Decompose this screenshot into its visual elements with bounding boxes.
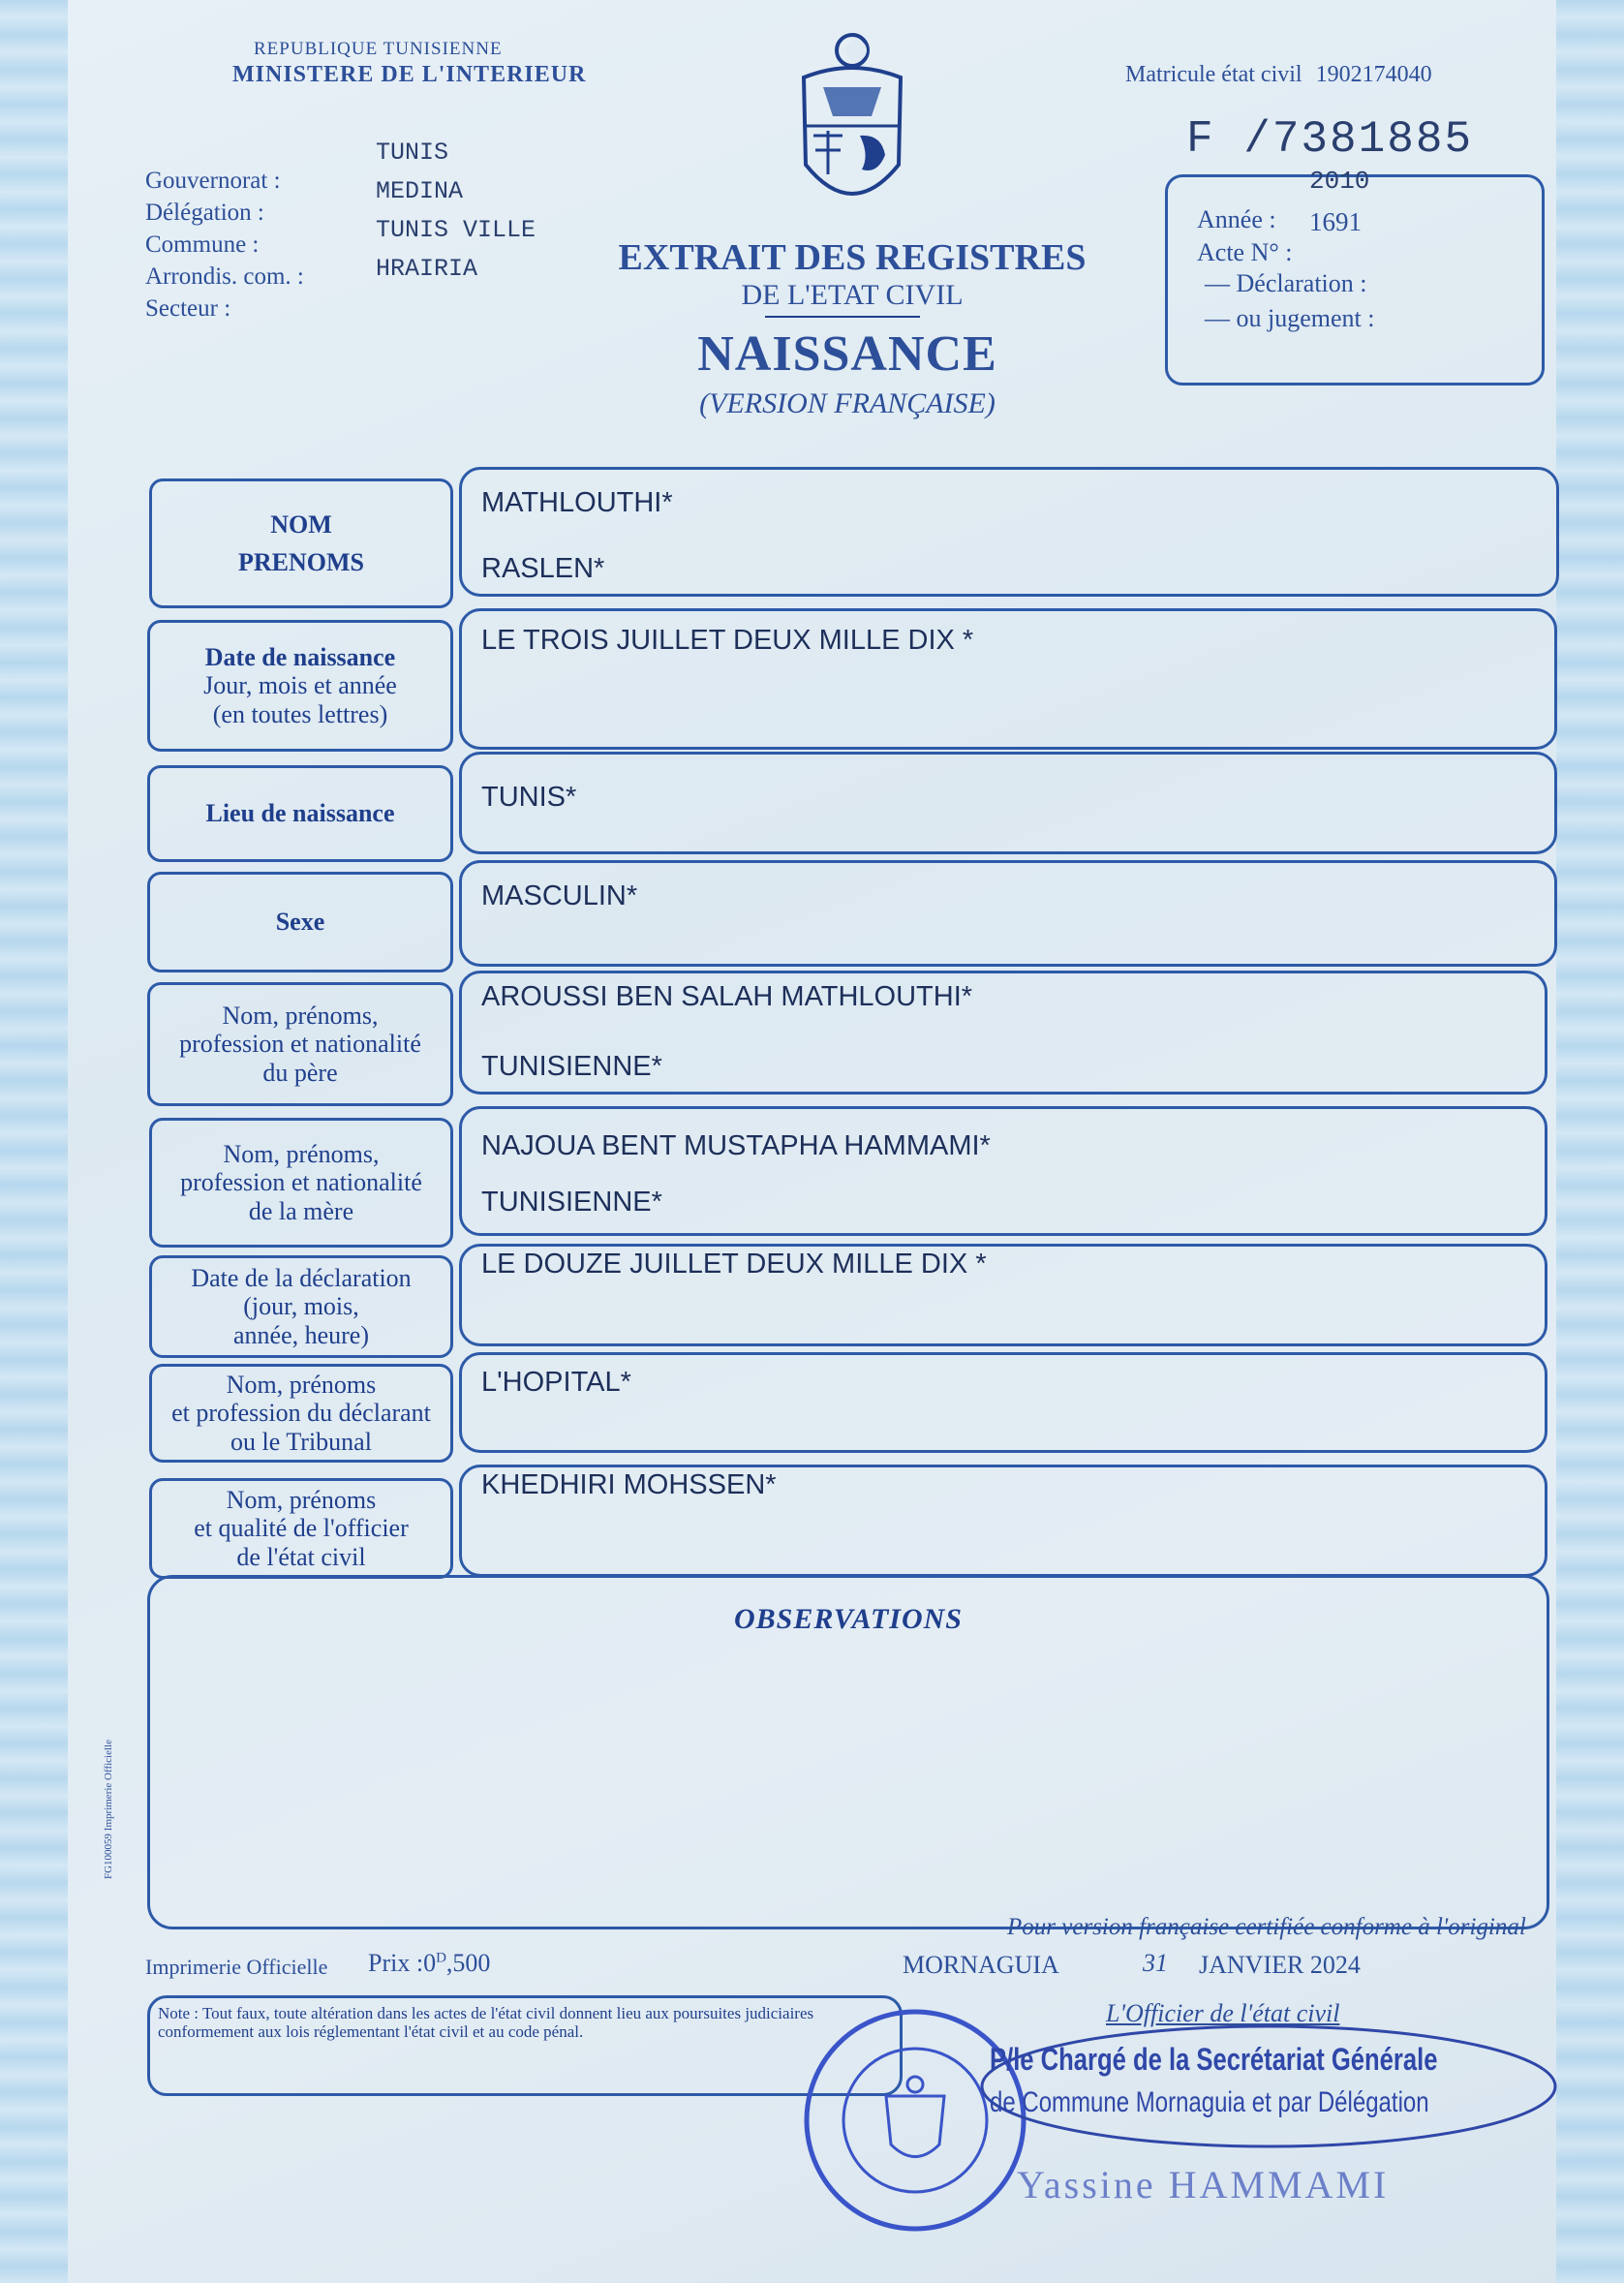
date-naissance-value: LE TROIS JUILLET DEUX MILLE DIX * (481, 625, 974, 656)
declaration-label: — Déclaration : (1205, 269, 1367, 297)
sexe-value: MASCULIN* (481, 880, 638, 911)
label-officier-line3: de l'état civil (236, 1542, 366, 1571)
gouvernorat-label: Gouvernorat : (145, 168, 281, 194)
label-date-naissance-title: Date de naissance (204, 643, 396, 672)
value-box-pere (459, 971, 1547, 1095)
label-mere-line2: profession et nationalité (180, 1168, 422, 1197)
issue-month-year: JANVIER 2024 (1199, 1951, 1361, 1979)
label-declarant (149, 1364, 453, 1463)
signature-line2: de Commune Mornaguia et par Délégation (990, 2086, 1429, 2118)
pere-nom-value: AROUSSI BEN SALAH MATHLOUTHI* (481, 981, 973, 1012)
matricule-value: 1902174040 (1315, 62, 1432, 87)
tunisia-emblem-icon (784, 29, 920, 223)
mere-nationalite-value: TUNISIENNE* (481, 1187, 662, 1218)
label-lieu-naissance (147, 765, 453, 862)
note-text: Note : Tout faux, toute altération dans les actes de l'état civil donnent lieu aux poursuites judiciaires conformement aux lois réglementant l'état civil et au code pénal. (158, 2004, 814, 2041)
imprimerie-label: Imprimerie Officielle (145, 1955, 328, 1979)
date-declaration-value: LE DOUZE JUILLET DEUX MILLE DIX * (481, 1249, 987, 1280)
observations-title: OBSERVATIONS (734, 1603, 963, 1635)
year-value: 2010 (1309, 167, 1370, 196)
value-box-date-declaration (459, 1244, 1547, 1346)
label-declarant-line2: et profession du déclarant (171, 1399, 431, 1428)
value-box-date-naissance (459, 608, 1557, 750)
value-box-officier (459, 1465, 1547, 1577)
signature-name: Yassine HAMMAMI (1017, 2163, 1390, 2206)
secteur-label: Secteur : (145, 295, 231, 322)
value-box-mere (459, 1106, 1547, 1236)
year-label: Année : (1197, 205, 1276, 233)
label-sexe-title: Sexe (275, 908, 325, 937)
commune-value: TUNIS VILLE (376, 216, 536, 244)
version-label: (VERSION FRANÇAISE) (699, 387, 996, 419)
title-divider (765, 316, 920, 318)
matricule-field (1125, 62, 1432, 88)
label-nom: NOM (270, 509, 332, 539)
act-number-value: 1691 (1309, 207, 1362, 236)
matricule-label: Matricule état civil (1125, 62, 1302, 87)
value-box-nom (459, 467, 1559, 597)
arrondissement-value: HRAIRIA (376, 255, 478, 283)
label-pere-line2: profession et nationalité (179, 1030, 421, 1059)
label-declarant-line1: Nom, prénoms (226, 1371, 377, 1400)
price-field (368, 1949, 490, 1978)
observations-box (147, 1575, 1549, 1929)
label-mere-line1: Nom, prénoms, (223, 1140, 380, 1169)
title-line2: DE L'ETAT CIVIL (741, 279, 964, 311)
label-pere-line3: du père (262, 1058, 338, 1087)
republic-label: REPUBLIQUE TUNISIENNE (254, 39, 503, 59)
label-lieu-naissance-title: Lieu de naissance (205, 799, 395, 828)
officier-value: KHEDHIRI MOHSSEN* (481, 1469, 777, 1500)
arrondissement-label: Arrondis. com. : (145, 263, 304, 290)
location-labels (145, 165, 304, 324)
pere-nationalite-value: TUNISIENNE* (481, 1051, 662, 1082)
label-officier-line1: Nom, prénoms (226, 1486, 377, 1515)
lieu-naissance-value: TUNIS* (481, 782, 577, 813)
label-date-naissance-line1: Jour, mois et année (203, 671, 397, 700)
label-date-declaration-line1: Date de la déclaration (191, 1264, 412, 1293)
label-pere (147, 982, 453, 1106)
mere-nom-value: NAJOUA BENT MUSTAPHA HAMMAMI* (481, 1130, 991, 1161)
label-sexe (147, 872, 453, 972)
left-border-pattern (0, 0, 68, 2283)
location-values (376, 134, 536, 289)
commune-label: Commune : (145, 231, 260, 258)
value-box-lieu (459, 752, 1557, 854)
certified-text: Pour version française certifiée conforme à l'original (1007, 1914, 1526, 1940)
label-pere-line1: Nom, prénoms, (222, 1002, 379, 1031)
label-officier (149, 1478, 453, 1579)
label-date-naissance-line2: (en toutes lettres) (212, 699, 388, 728)
prenom-value: RASLEN* (481, 553, 605, 584)
serial-number: F /7381885 (1186, 114, 1474, 165)
jugement-label: — ou jugement : (1205, 304, 1375, 332)
price-unit: D (436, 1950, 446, 1966)
title-line1: EXTRAIT DES REGISTRES (618, 237, 1087, 278)
label-date-declaration-line3: année, heure) (232, 1320, 370, 1349)
label-date-naissance (147, 620, 453, 752)
price-tail: ,500 (445, 1949, 491, 1977)
label-mere-line3: de la mère (248, 1196, 354, 1225)
label-mere (149, 1118, 453, 1248)
label-officier-line2: et qualité de l'officier (194, 1514, 409, 1543)
issue-city: MORNAGUIA (903, 1951, 1059, 1979)
note-box (147, 1995, 903, 2096)
gouvernorat-value: TUNIS (376, 139, 449, 167)
right-border-pattern (1556, 0, 1624, 2283)
issue-day: 31 (1143, 1949, 1168, 1977)
side-imprint: FG100059 Imprimerie Officielle (103, 1740, 114, 1879)
act-number-label: Acte N° : (1197, 238, 1293, 266)
label-nom-prenoms (149, 478, 453, 608)
delegation-value: MEDINA (376, 177, 464, 205)
ministry-label: MINISTERE DE L'INTERIEUR (232, 62, 587, 87)
value-box-sexe (459, 860, 1557, 967)
declarant-value: L'HOPITAL* (481, 1367, 631, 1398)
delegation-label: Délégation : (145, 200, 264, 226)
label-declarant-line3: ou le Tribunal (230, 1427, 372, 1456)
signature-line1: P/le Chargé de la Secrétariat Générale (990, 2042, 1438, 2077)
officer-title: L'Officier de l'état civil (1106, 1999, 1340, 2027)
price-label: Prix :0 (368, 1949, 437, 1977)
document-type: NAISSANCE (697, 326, 997, 382)
value-box-declarant (459, 1352, 1547, 1453)
label-prenoms: PRENOMS (238, 548, 364, 576)
label-date-declaration (149, 1255, 453, 1358)
label-date-declaration-line2: (jour, mois, (243, 1292, 359, 1321)
nom-value: MATHLOUTHI* (481, 487, 673, 518)
